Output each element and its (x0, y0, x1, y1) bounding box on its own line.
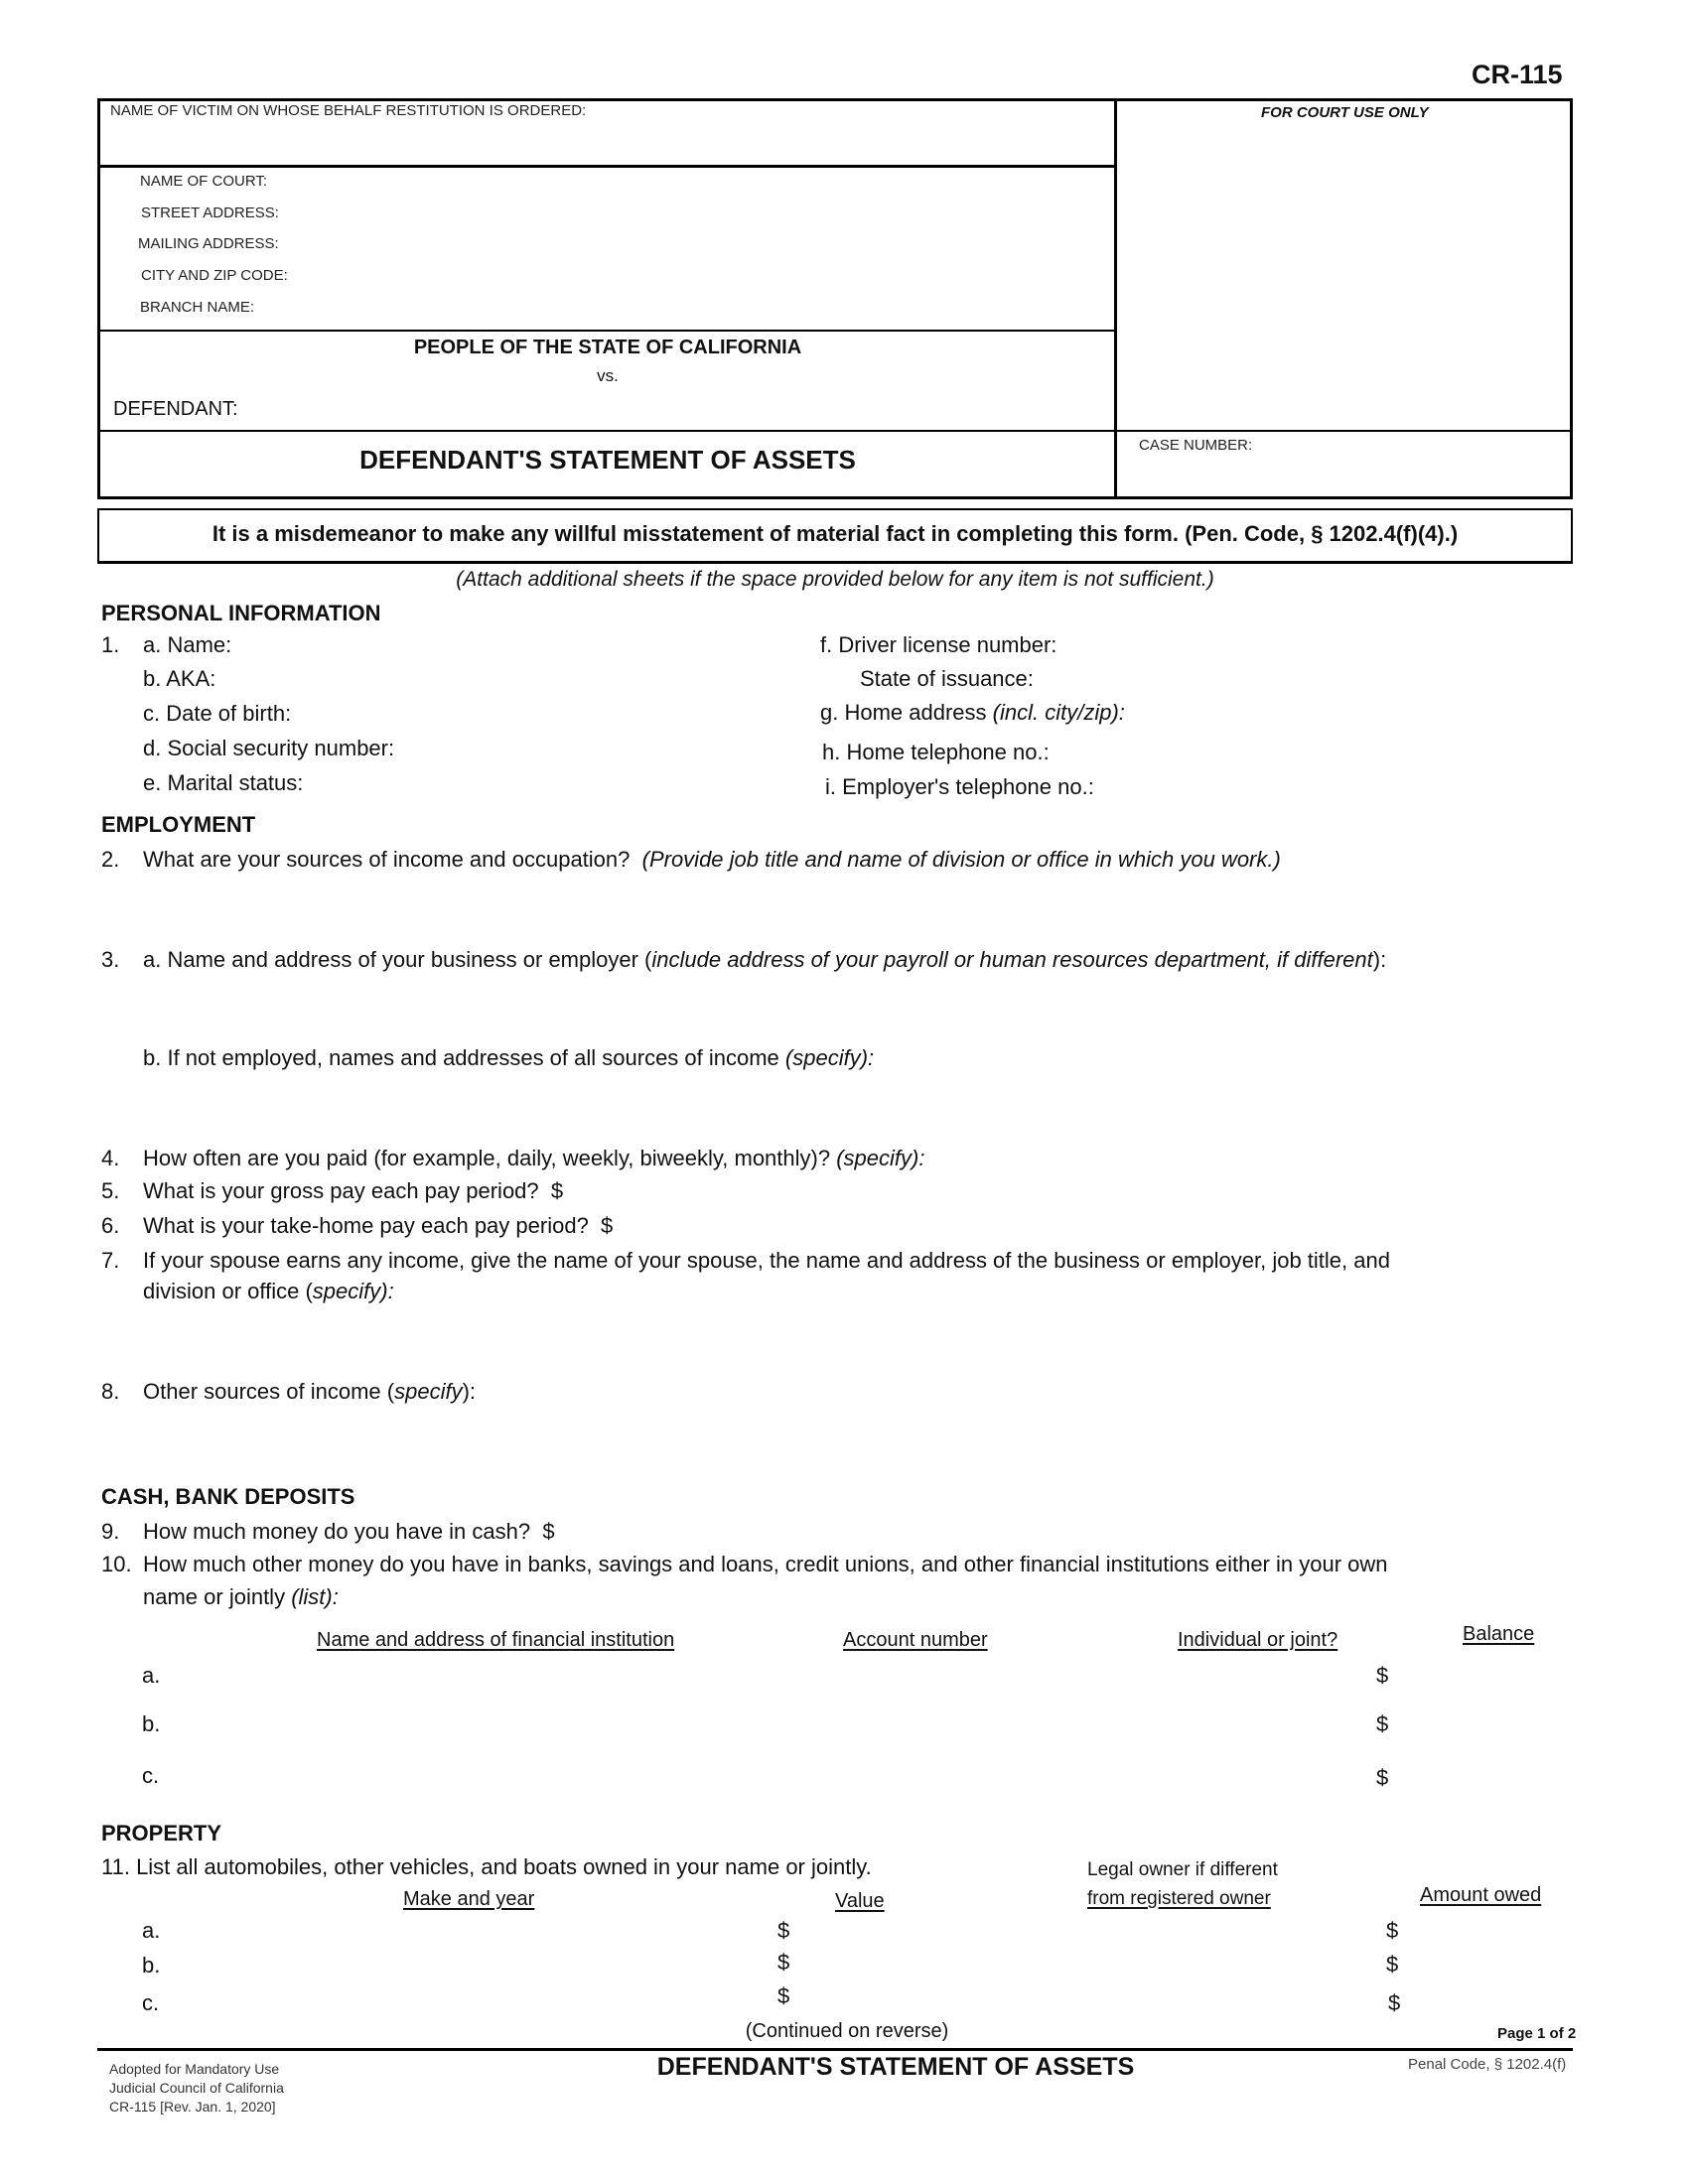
q2-number: 2. (101, 847, 120, 872)
city-zip-input[interactable] (318, 263, 1106, 291)
q3b-answer-input[interactable] (143, 1077, 1567, 1147)
q11-text: 11. List all automobiles, other vehicles, and boats owned in your name or jointly. (101, 1854, 872, 1879)
bank-institution-input[interactable] (199, 1708, 798, 1738)
vehicle-row-label: c. (142, 1990, 160, 2015)
footer-title: DEFENDANT'S STATEMENT OF ASSETS (656, 2053, 1135, 2081)
bank-account-input[interactable] (834, 1760, 1096, 1790)
q7-question-end: division or office ( (143, 1279, 313, 1303)
footer-judicial-council: Judicial Council of California (109, 2080, 284, 2096)
bank-institution-input[interactable] (199, 1760, 798, 1790)
court-use-label: FOR COURT USE ONLY (1261, 104, 1429, 121)
q2-question: What are your sources of income and occupation? (143, 847, 631, 872)
misdemeanor-warning: It is a misdemeanor to make any willful misstatement of material fact in completing this form. (Pen. Code, § 1202.4(f)(4).) (211, 521, 1459, 546)
bank-individual-joint-input[interactable] (1172, 1708, 1364, 1738)
vehicle-amount-owed-input[interactable] (1405, 1949, 1573, 1979)
q8-hint: specify (394, 1379, 463, 1404)
victim-label: NAME OF VICTIM ON WHOSE BEHALF RESTITUTION IS ORDERED: (110, 102, 587, 119)
mailing-address-input[interactable] (318, 231, 1106, 259)
q9-dollar-sign: $ (542, 1519, 555, 1544)
vehicle-amount-owed-input[interactable] (1405, 1915, 1573, 1945)
q7-answer-input[interactable] (143, 1310, 1567, 1380)
q8-answer-input[interactable] (143, 1411, 1567, 1484)
bank-dollar-sign: $ (1376, 1663, 1389, 1688)
vehicle-amount-owed-input[interactable] (1405, 1985, 1573, 2015)
case-number-input[interactable] (1127, 459, 1563, 492)
value-dollar-sign: $ (777, 1950, 790, 1975)
footer-adopted: Adopted for Mandatory Use (109, 2061, 280, 2077)
marital-status-input[interactable] (333, 767, 808, 797)
vehicle-row-label: a. (142, 1918, 161, 1943)
q3b-text (143, 1047, 874, 1069)
page-number: Page 1 of 2 (1497, 2025, 1577, 2042)
bank-row-label: c. (142, 1763, 160, 1788)
q4-answer-input[interactable] (1043, 1143, 1568, 1172)
q8-number: 8. (101, 1379, 120, 1404)
license-state-label: State of issuance: (860, 666, 1034, 691)
owed-dollar-sign: $ (1386, 1952, 1399, 1977)
col-legal-owner-line-2: from registered owner (1087, 1888, 1271, 1909)
q4-number: 4. (101, 1146, 120, 1170)
continued-note: (Continued on reverse) (745, 2020, 949, 2042)
name-label: a. Name: (143, 632, 232, 657)
defendant-name-input[interactable] (263, 393, 1106, 427)
col-institution-header: Name and address of financial institution (317, 1629, 675, 1651)
home-address-text: g. Home address (820, 700, 987, 725)
q8-text (143, 1381, 476, 1403)
vehicle-make-year-input[interactable] (199, 1915, 759, 1945)
item-1-number: 1. (101, 632, 120, 657)
home-address-hint: (incl. city/zip): (992, 700, 1125, 725)
q10-line-1: How much other money do you have in banks, savings and loans, credit unions, and other financial institutions either in your own (143, 1552, 1388, 1576)
employer-phone-input[interactable] (1132, 771, 1573, 801)
q7-line-1: If your spouse earns any income, give the name of your spouse, the name and address of the business or employer, job title, and (143, 1248, 1390, 1273)
ssn-input[interactable] (432, 733, 808, 762)
dob-label: c. Date of birth: (143, 701, 292, 726)
vehicle-legal-owner-input[interactable] (1082, 1915, 1374, 1945)
aka-input[interactable] (238, 663, 808, 693)
ssn-label: d. Social security number: (143, 736, 395, 760)
col-individual-joint-header: Individual or joint? (1178, 1629, 1338, 1651)
street-address-label: STREET ADDRESS: (141, 205, 279, 221)
bank-individual-joint-input[interactable] (1172, 1760, 1364, 1790)
people-label: PEOPLE OF THE STATE OF CALIFORNIA (413, 337, 802, 358)
col-account-number-header: Account number (843, 1629, 988, 1651)
q3-number: 3. (101, 947, 120, 972)
home-address-label (820, 702, 1125, 724)
vehicle-make-year-input[interactable] (199, 1949, 759, 1979)
home-phone-input[interactable] (1082, 737, 1573, 766)
dob-input[interactable] (318, 698, 808, 728)
footer-revision: CR-115 [Rev. Jan. 1, 2020] (109, 2099, 276, 2115)
footer-penal-code: Penal Code, § 1202.4(f) (1408, 2056, 1567, 2073)
mailing-address-label: MAILING ADDRESS: (138, 235, 279, 252)
q3b-question: b. If not employed, names and addresses of all sources of income (143, 1045, 779, 1070)
q7-line-2 (143, 1281, 394, 1302)
employment-heading: EMPLOYMENT (101, 812, 256, 837)
q6-question: What is your take-home pay each pay period? (143, 1213, 589, 1238)
q7-number: 7. (101, 1248, 120, 1273)
bank-balance-input[interactable] (1395, 1660, 1573, 1690)
footer-rule (97, 2048, 1573, 2051)
col-amount-owed-header: Amount owed (1420, 1884, 1542, 1906)
owed-dollar-sign: $ (1386, 1918, 1399, 1943)
form-code: CR-115 (1472, 60, 1563, 89)
vehicle-value-input[interactable] (796, 1985, 1068, 2015)
q3a-hint: include address of your payroll or human resources department, if different (651, 947, 1373, 972)
bank-balance-input[interactable] (1395, 1708, 1573, 1738)
vehicle-value-input[interactable] (796, 1949, 1068, 1979)
q3a-answer-input[interactable] (143, 979, 1567, 1046)
driver-license-input[interactable] (1092, 629, 1573, 659)
q5-dollar-sign: $ (550, 1178, 564, 1203)
vehicle-row-label: b. (142, 1953, 161, 1978)
value-dollar-sign: $ (777, 1918, 790, 1943)
home-phone-label: h. Home telephone no.: (822, 740, 1050, 764)
q3b-hint: (specify): (784, 1045, 875, 1070)
name-input[interactable] (248, 629, 808, 659)
q4-text (143, 1148, 924, 1169)
q8-question: Other sources of income ( (143, 1379, 395, 1404)
q5-text (143, 1180, 563, 1202)
value-dollar-sign: $ (777, 1983, 790, 2008)
q4-hint: (specify): (836, 1146, 925, 1170)
vehicle-legal-owner-input[interactable] (1082, 1949, 1374, 1979)
col-value-header: Value (835, 1890, 885, 1912)
marital-status-label: e. Marital status: (143, 770, 304, 795)
bank-individual-joint-input[interactable] (1172, 1660, 1364, 1690)
q10-line-2 (143, 1586, 339, 1608)
q6-takehome-pay-input[interactable] (695, 1210, 1096, 1240)
city-zip-label: CITY AND ZIP CODE: (141, 267, 288, 284)
form-title: DEFENDANT'S STATEMENT OF ASSETS (359, 445, 856, 475)
q8-end: ): (462, 1379, 477, 1404)
bank-row-label: b. (142, 1711, 161, 1736)
vehicle-value-input[interactable] (796, 1915, 1068, 1945)
bank-account-input[interactable] (834, 1708, 1096, 1738)
q6-text (143, 1215, 613, 1237)
vs-label: vs. (597, 366, 619, 385)
q10-number: 10. (101, 1552, 132, 1576)
q9-cash-input[interactable] (621, 1516, 1022, 1546)
q3a-text (143, 949, 1386, 971)
q4-question: How often are you paid (for example, daily, weekly, biweekly, monthly)? (143, 1146, 831, 1170)
bank-account-input[interactable] (834, 1660, 1096, 1690)
q3a-end: ): (1372, 947, 1387, 972)
branch-name-input[interactable] (318, 295, 1106, 323)
bank-dollar-sign: $ (1376, 1711, 1389, 1736)
vehicle-make-year-input[interactable] (199, 1985, 759, 2015)
name-of-court-input[interactable] (318, 169, 1106, 197)
aka-label: b. AKA: (143, 666, 216, 691)
q3a-question: a. Name and address of your business or employer ( (143, 947, 652, 972)
name-of-court-label: NAME OF COURT: (140, 173, 268, 190)
branch-name-label: BRANCH NAME: (140, 299, 255, 316)
property-heading: PROPERTY (101, 1821, 222, 1845)
q5-number: 5. (101, 1178, 120, 1203)
attach-note: (Attach additional sheets if the space provided below for any item is not sufficient.) (456, 568, 1214, 591)
defendant-label: DEFENDANT: (113, 398, 238, 420)
q6-dollar-sign: $ (601, 1213, 614, 1238)
q6-number: 6. (101, 1213, 120, 1238)
q9-text (143, 1521, 555, 1543)
q5-question: What is your gross pay each pay period? (143, 1178, 539, 1203)
q10-question-end: name or jointly (143, 1584, 286, 1609)
q9-question: How much money do you have in cash? (143, 1519, 531, 1544)
q7-hint: specify): (312, 1279, 394, 1303)
q10-hint: (list): (291, 1584, 339, 1609)
q2-hint: (Provide job title and name of division or office in which you work.) (641, 847, 1281, 872)
street-address-input[interactable] (318, 201, 1106, 228)
employer-phone-label: i. Employer's telephone no.: (825, 774, 1094, 799)
bank-balance-input[interactable] (1395, 1760, 1573, 1790)
q2-answer-input[interactable] (143, 879, 1567, 946)
col-balance-header: Balance (1463, 1623, 1535, 1645)
col-make-year-header: Make and year (403, 1888, 535, 1910)
bank-institution-input[interactable] (199, 1660, 798, 1690)
driver-license-label: f. Driver license number: (820, 632, 1057, 657)
owed-dollar-sign: $ (1388, 1990, 1401, 2015)
home-address-input[interactable] (1172, 697, 1573, 727)
victim-name-input[interactable] (109, 124, 1106, 162)
q5-gross-pay-input[interactable] (640, 1175, 1042, 1205)
q2-text (143, 849, 1281, 871)
license-state-input[interactable] (1062, 663, 1573, 693)
case-number-label: CASE NUMBER: (1139, 437, 1253, 454)
cash-heading: CASH, BANK DEPOSITS (101, 1484, 355, 1509)
personal-info-heading: PERSONAL INFORMATION (101, 601, 381, 625)
col-legal-owner-line-1: Legal owner if different (1087, 1859, 1278, 1880)
bank-dollar-sign: $ (1376, 1765, 1389, 1790)
vehicle-legal-owner-input[interactable] (1082, 1985, 1374, 2015)
bank-row-label: a. (142, 1663, 161, 1688)
q9-number: 9. (101, 1519, 120, 1544)
